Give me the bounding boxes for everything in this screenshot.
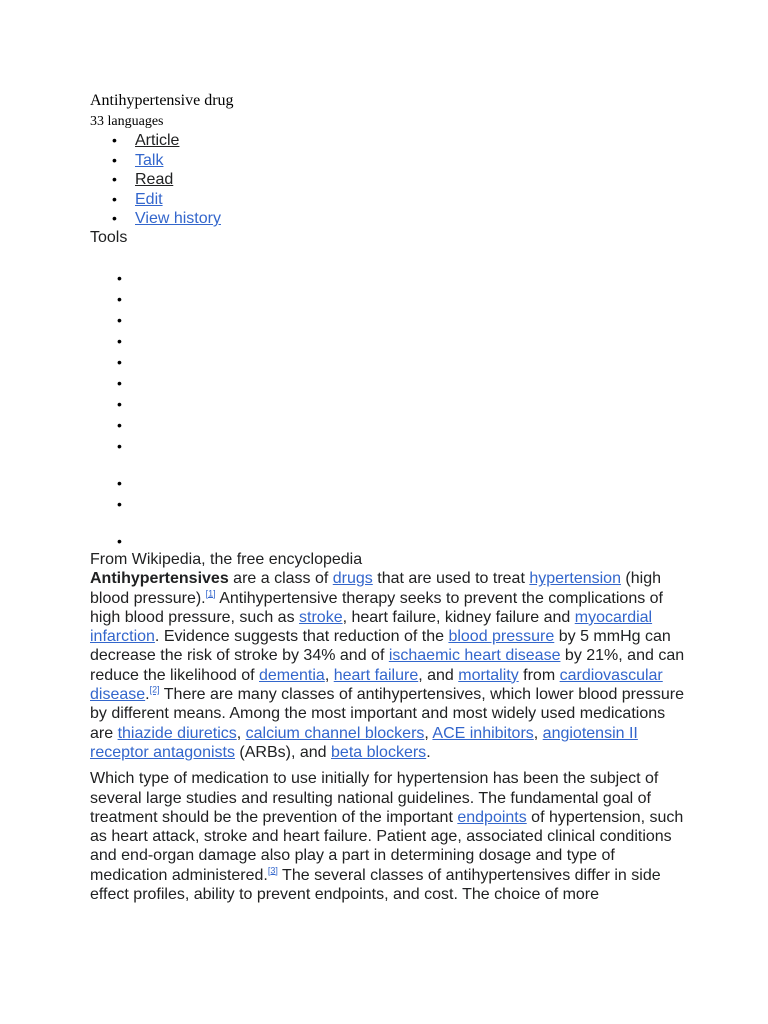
text: that are used to treat: [372, 570, 530, 588]
tools-list-bullet: •: [117, 270, 122, 286]
page-tabs: [90, 131, 221, 229]
tab-article: [90, 131, 221, 151]
text: , heart failure, kidney failure and: [342, 608, 575, 626]
citation-3-link[interactable]: [3]: [267, 865, 278, 876]
text: (ARBs), and: [234, 743, 332, 761]
text: of hypertension, such as heart attack, stroke and heart failure. Patient age, associated clinical conditions and end-organ damage also play a part in determining dosage and type of medication administered.: [90, 808, 684, 884]
text: The several classes of antihypertensives differ in side effect profiles, ability to prevent endpoints, and cost. The choice of more: [90, 866, 661, 904]
tools-list-bullet: •: [117, 533, 122, 549]
link-endpoints[interactable]: endpoints: [457, 808, 527, 826]
link-ace-inhibitors[interactable]: ACE inhibitors: [432, 724, 534, 742]
tab-talk: [90, 151, 221, 171]
link-beta-blockers[interactable]: beta blockers: [331, 743, 427, 761]
tools-list-bullet: •: [117, 475, 122, 491]
text: ,: [324, 666, 334, 684]
text: from: [518, 666, 560, 684]
tools-list-bullet: •: [117, 417, 122, 433]
tools-list-bullet: •: [117, 375, 122, 391]
tools-list-bullet: •: [117, 496, 122, 512]
tab-article-link[interactable]: Article: [135, 132, 180, 149]
tools-list-bullet: •: [117, 312, 122, 328]
tab-edit-link[interactable]: Edit: [135, 190, 163, 208]
text: ,: [424, 724, 433, 742]
tab-read-link[interactable]: Read: [135, 171, 174, 188]
second-paragraph: [90, 769, 690, 904]
tools-list-bullet: •: [117, 438, 122, 454]
text: by 5 mmHg can decrease the risk of stroke by 34% and of: [90, 628, 671, 665]
text: by 21%, and can reduce the likelihood of: [90, 647, 685, 684]
link-blood-pressure[interactable]: blood pressure: [448, 628, 555, 646]
lead-paragraph: [90, 569, 690, 762]
citation: [206, 588, 216, 598]
tools-list-bullet: •: [117, 354, 122, 370]
link-ischaemic-heart-disease[interactable]: ischaemic heart disease: [388, 647, 561, 665]
link-mortality[interactable]: mortality: [458, 666, 519, 684]
tab-view-history-link[interactable]: View history: [135, 210, 221, 227]
text: There are many classes of antihypertensives, which lower blood pressure by different means. Among the most important and most widely used medications are: [90, 686, 685, 742]
language-selector[interactable]: 33 languages: [90, 114, 164, 129]
article-body: [90, 550, 690, 904]
text: (high blood pressure).: [90, 570, 661, 607]
link-dementia[interactable]: dementia: [259, 666, 325, 684]
citation: [268, 865, 278, 875]
link-arbs[interactable]: angiotensin II receptor antagonists: [90, 724, 638, 761]
article-subject: Antihypertensives: [90, 570, 229, 588]
text: are a class of: [228, 570, 333, 588]
text: Which type of medication to use initially for hypertension has been the subject of several large studies and resulting national guidelines. The fundamental goal of treatment should be the prevention of the important: [90, 770, 659, 826]
citation-1-link[interactable]: [1]: [205, 588, 216, 599]
tools-menu[interactable]: Tools: [90, 229, 128, 246]
text: Antihypertensive therapy seeks to prevent the complications of high blood pressure, such as: [90, 589, 663, 626]
tagline: From Wikipedia, the free encyclopedia: [90, 551, 363, 568]
link-stroke[interactable]: stroke: [299, 608, 343, 626]
citation: [150, 685, 160, 695]
tab-read: [90, 170, 221, 190]
tab-edit: [90, 190, 221, 210]
page-title: Antihypertensive drug: [90, 92, 234, 109]
link-hypertension[interactable]: hypertension: [529, 570, 621, 588]
link-drugs[interactable]: drugs: [332, 570, 373, 588]
tools-list-bullet: •: [117, 291, 122, 307]
text: ,: [533, 724, 543, 742]
tools-list-bullet: •: [117, 396, 122, 412]
text: , and: [418, 666, 459, 684]
text: . Evidence suggests that reduction of the: [154, 628, 449, 646]
citation-2-link[interactable]: [2]: [149, 684, 160, 695]
link-cardiovascular-disease[interactable]: cardiovascular disease: [90, 666, 663, 704]
link-thiazide-diuretics[interactable]: thiazide diuretics: [117, 724, 237, 742]
tab-view-history: [90, 209, 221, 229]
text: ,: [236, 724, 246, 742]
tab-talk-link[interactable]: Talk: [135, 151, 164, 169]
tools-list-bullet: •: [117, 333, 122, 349]
link-myocardial-infarction[interactable]: myocardial infarction: [90, 608, 653, 646]
link-heart-failure[interactable]: heart failure: [333, 666, 419, 684]
text: .: [145, 686, 150, 704]
text: .: [426, 743, 431, 761]
link-calcium-channel-blockers[interactable]: calcium channel blockers: [245, 724, 425, 742]
